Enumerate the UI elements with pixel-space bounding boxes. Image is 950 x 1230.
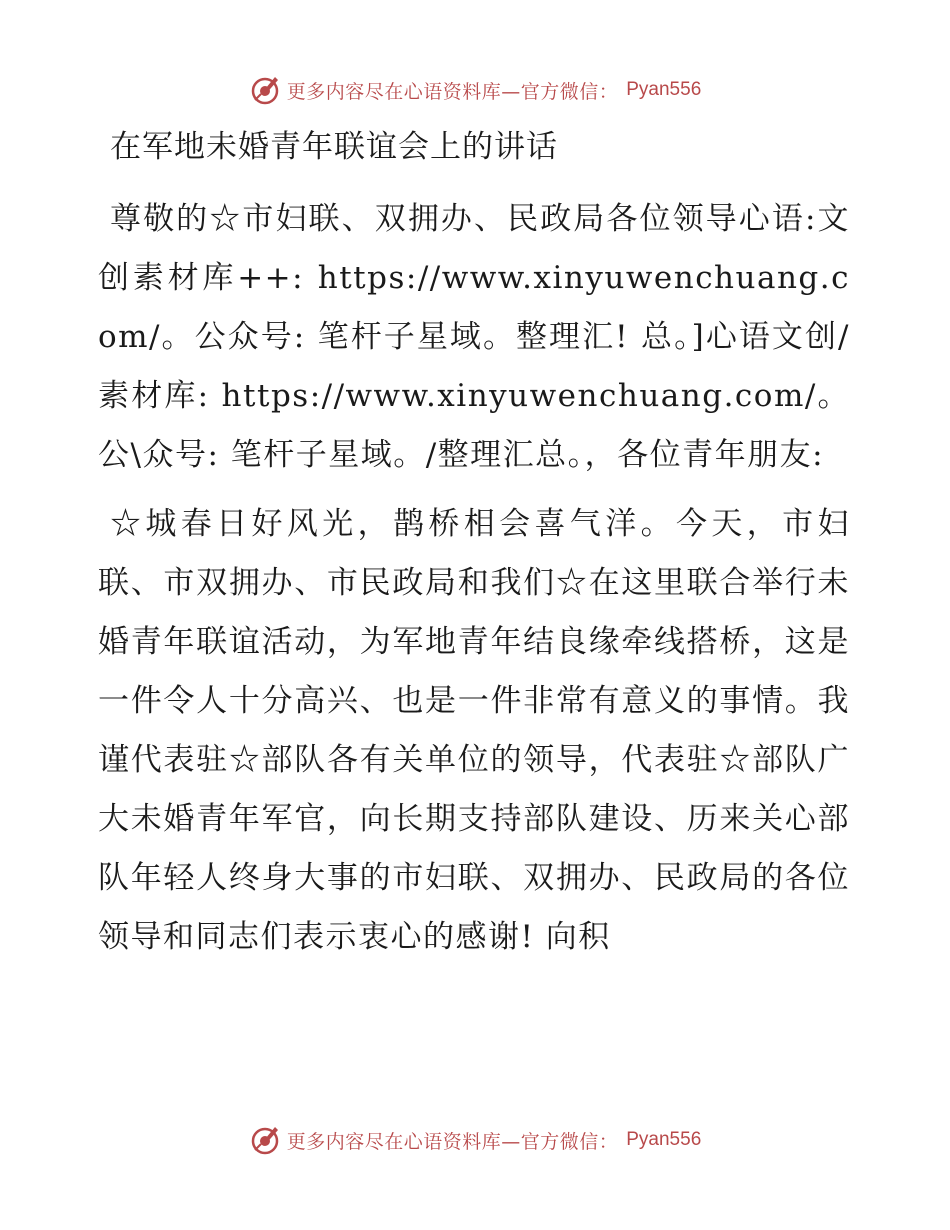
header-banner <box>0 70 950 110</box>
banner-wechat-id: Pyan556 <box>626 79 702 100</box>
footer-banner <box>0 1120 950 1160</box>
banner-wechat-id: Pyan556 <box>626 1129 702 1150</box>
quill-logo-icon <box>249 74 281 106</box>
paragraph-body: ☆城春日好风光，鹊桥相会喜气洋。今天，市妇联、市双拥办、市民政局和我们☆在这里联合举行未婚青年联谊活动，为军地青年结良缘牵线搭桥，这是一件令人十分高兴、也是一件非常有意义的事情。我谨代表驻☆部队各有关单位的领导，代表驻☆部队广大未婚青年军官，向长期支持部队建设、历来关心部队年轻人终身大事的市妇联、双拥办、民政局的各位领导和同志们表示衷心的感谢! 向积 <box>98 506 850 955</box>
banner-text: 更多内容尽在心语资料库—官方微信： <box>286 1130 619 1153</box>
paragraph-greeting: 尊敬的☆市妇联、双拥办、民政局各位领导心语:文创素材库++: https://www.xinyuwenchuang.com/。公众号: 笔杆子星域。整理汇! 总。]心语文创/素材库: https://www.xinyuwenchuang.com/。公\众号: 笔杆子星域。/整理汇总。，各位青年朋友: <box>98 201 850 473</box>
document-body <box>98 122 850 977</box>
document-title: 在军地未婚青年联谊会上的讲话 <box>110 129 558 165</box>
banner-text: 更多内容尽在心语资料库—官方微信： <box>286 80 619 103</box>
quill-logo-icon <box>249 1124 281 1156</box>
